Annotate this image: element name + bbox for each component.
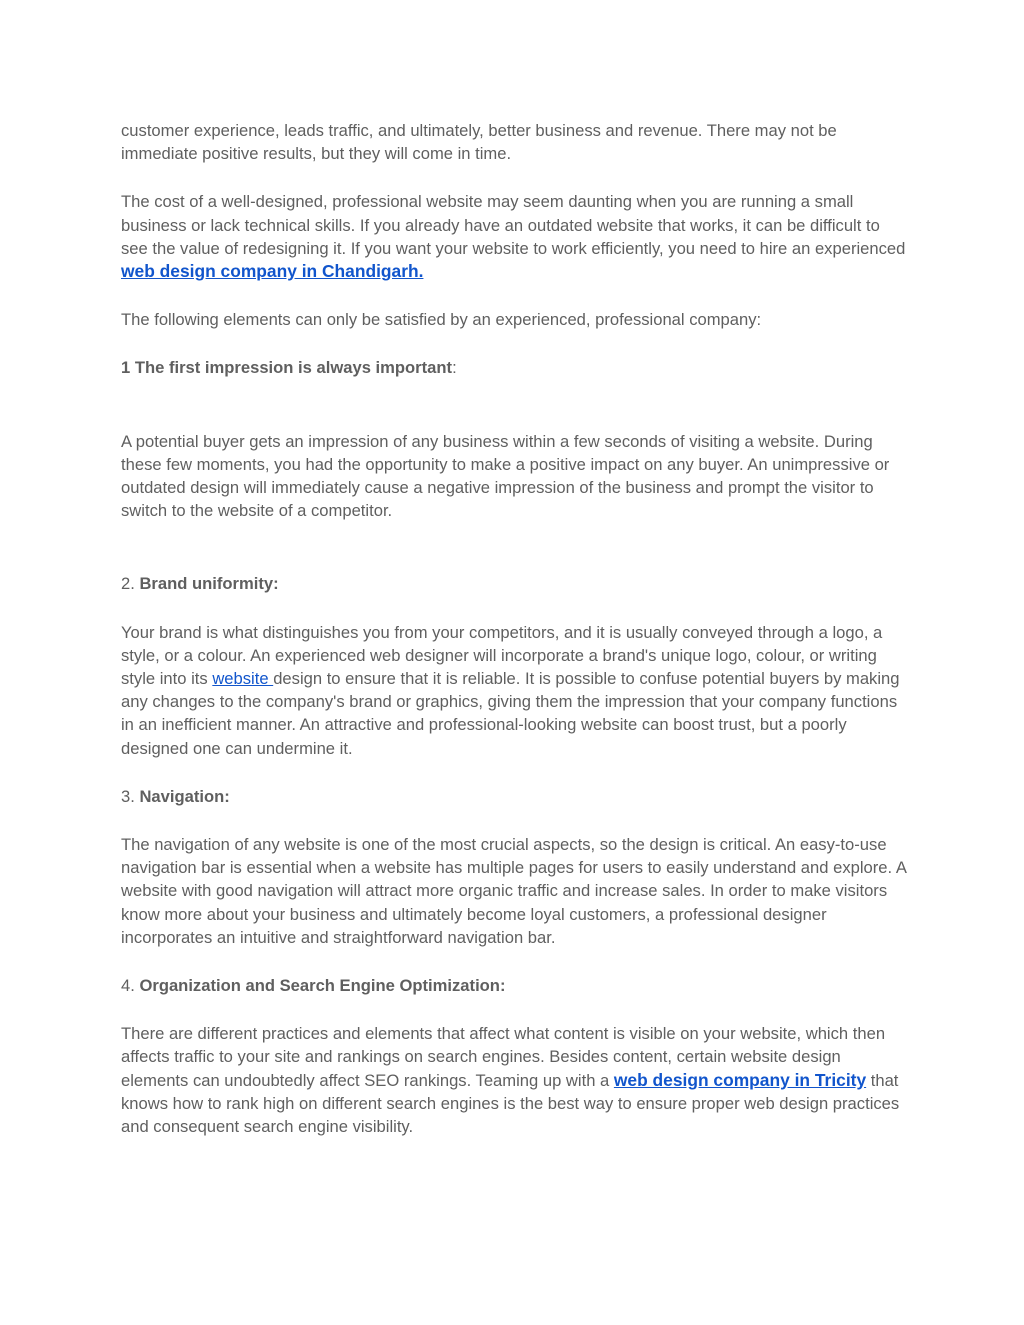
- paragraph-cost-text: The cost of a well-designed, professional website may seem daunting when you are running a small business or lack technical skills. If you already have an outdated website that works, it can be difficult to see the value of redesigning it. If you want your website to work efficiently, you need to hire an experienced: [121, 192, 906, 258]
- spacer: [121, 760, 911, 785]
- heading-navigation-number: 3.: [121, 786, 140, 806]
- document-body: [121, 119, 911, 1138]
- heading-seo-title: Organization and Search Engine Optimization:: [139, 976, 506, 996]
- heading-brand-uniformity-number: 2.: [121, 574, 140, 594]
- heading-seo: [121, 974, 911, 997]
- link-web-design-company-tricity[interactable]: web design company in Tricity: [613, 1069, 867, 1090]
- paragraph-cost: [121, 190, 911, 283]
- paragraph-brand-text-before: Your brand is what distinguishes you from your competitors, and it is usually conveyed through a logo, a style, or a colour. An experienced web designer will incorporate a brand's unique logo, colour, or writing style into its: [121, 622, 883, 689]
- paragraph-elements-intro: The following elements can only be satisfied by an experienced, professional company:: [121, 310, 762, 330]
- spacer: [121, 522, 911, 572]
- spacer: [121, 808, 911, 833]
- link-website[interactable]: website: [212, 669, 274, 689]
- spacer: [121, 596, 911, 621]
- heading-first-impression-title: 1 The first impression is always important: [121, 358, 453, 378]
- heading-first-impression-colon: :: [452, 358, 457, 378]
- paragraph-intro: customer experience, leads traffic, and ultimately, better business and revenue. There may not be immediate positive results, but they will come in time.: [121, 121, 837, 164]
- heading-seo-number: 4.: [121, 976, 140, 996]
- paragraph-seo-text-after: that knows how to rank high on different search engines is the best way to ensure proper web design practices and consequent search engine visibility.: [121, 1070, 900, 1137]
- paragraph-first-impression: A potential buyer gets an impression of any business within a few seconds of visiting a website. During these few moments, you had the opportunity to make a positive impact on any buyer. An unimpressive or outdated design will immediately cause a negative impression of the business and prompt the visitor to switch to the website of a competitor.: [121, 431, 890, 521]
- paragraph-navigation: The navigation of any website is one of the most crucial aspects, so the design is critical. An easy-to-use navigation bar is essential when a website has multiple pages for users to easily understand and explore. A website with good navigation will attract more organic traffic and increase sales. In order to make visitors know more about your business and ultimately become loyal customers, a professional designer incorporates an intuitive and straightforward navigation bar.: [121, 835, 906, 947]
- paragraph-brand-text-after: design to ensure that it is reliable. It is possible to confuse potential buyers by making any changes to the company's brand or graphics, giving them the impression that your company functions in an inefficient manner. An attractive and professional-looking website can boost trust, but a poorly designed one can undermine it.: [121, 669, 900, 758]
- heading-navigation-title: Navigation:: [139, 786, 230, 806]
- spacer: [121, 380, 911, 430]
- link-web-design-company-chandigarh[interactable]: web design company in Chandigarh.: [121, 261, 424, 282]
- spacer: [121, 331, 911, 356]
- heading-first-impression: [121, 356, 911, 379]
- paragraph-seo-text-before: There are different practices and elements that affect what content is visible on your website, which then affects traffic to your site and rankings on search engines. Besides content, certain website design elements can undoubtedly affect SEO rankings. Teaming up with a: [121, 1024, 886, 1090]
- spacer: [121, 997, 911, 1022]
- spacer: [121, 165, 911, 190]
- spacer: [121, 949, 911, 974]
- heading-brand-uniformity: [121, 572, 911, 595]
- heading-navigation: [121, 785, 911, 808]
- paragraph-seo: [121, 1022, 911, 1138]
- spacer: [121, 283, 911, 308]
- paragraph-brand-uniformity: [121, 621, 911, 760]
- heading-brand-uniformity-title: Brand uniformity:: [139, 574, 279, 594]
